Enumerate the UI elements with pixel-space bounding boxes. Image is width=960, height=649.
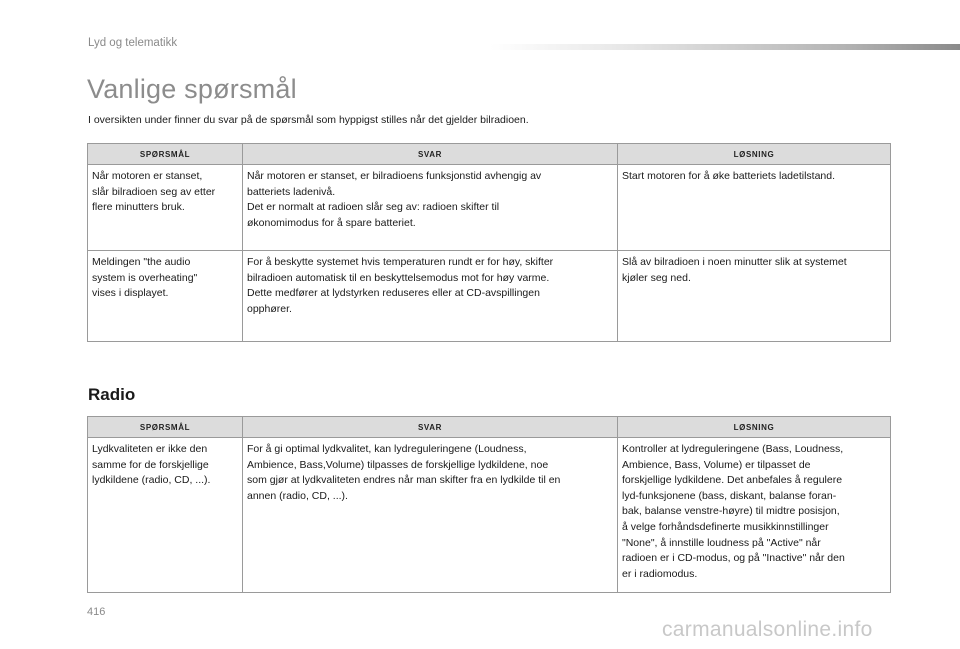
text-line: system is overheating" [92,271,198,284]
text-line: Lydkvaliteten er ikke den [92,443,208,455]
text-line: vises i displayet. [92,287,169,300]
text-line: samme for de forskjellige [92,458,209,471]
faq-table-radio [87,416,891,593]
header-question: SPØRSMÅL [88,144,243,165]
text-line: kjøler seg ned. [622,271,691,284]
text-line: Når motoren er stanset, [92,170,203,182]
question-cell [88,251,243,342]
question-cell [88,438,243,593]
text-line: økonomimodus for å spare batteriet. [247,216,416,229]
text-line: Meldingen "the audio [92,256,191,268]
text-line: Ambience, Bass,Volume) tilpasses de forskjellige lydkildene, noe [247,458,549,471]
table-row [88,251,891,342]
text-line: bak, balanse venstre-høyre) til midtre posisjon, [622,505,840,518]
text-line: Slå av bilradioen i noen minutter slik at systemet [622,256,847,268]
solution-cell [618,251,891,342]
answer-cell [243,438,618,593]
text-line: Kontroller at lydreguleringene (Bass, Loudness, [622,443,844,455]
section-label: Lyd og telematikk [88,37,178,49]
text-line: slår bilradioen seg av etter [92,185,216,198]
header-answer: SVAR [243,144,618,165]
text-line: opphører. [247,302,292,315]
text-line: lydkildene (radio, CD, ...). [92,474,211,487]
text-line: flere minutters bruk. [92,201,185,214]
text-line: "None", å innstille loudness på "Active" når [622,536,821,549]
page-number: 416 [87,606,106,618]
page-title: Vanlige spørsmål [87,74,297,104]
text-line: Dette medfører at lydstyrken reduseres eller at CD-avspillingen [247,287,540,300]
text-line: som gjør at lydkvaliteten endres når man skifter fra en lydkilde til en [247,474,561,487]
answer-cell [243,165,618,251]
text-line: For å beskytte systemet hvis temperaturen rundt er for høy, skifter [247,256,554,268]
header-answer: SVAR [243,417,618,438]
text-line: lyd-funksjonene (bass, diskant, balanse foran- [622,489,837,502]
table-header-row [88,144,891,165]
table-header-row [88,417,891,438]
text-line: er i radiomodus. [622,567,698,580]
watermark: carmanualsonline.info [662,618,873,641]
text-line: Start motoren for å øke batteriets ladetilstand. [622,170,836,182]
subheading-radio: Radio [88,385,136,404]
text-line: forskjellige lydkildene. Det anbefales å regulere [622,474,843,487]
faq-table-general [87,143,891,342]
question-cell [88,165,243,251]
header-solution: LØSNING [618,417,891,438]
text-line: å velge forhåndsdefinerte musikkinnstillinger [622,520,829,533]
solution-cell [618,165,891,251]
text-line: Når motoren er stanset, er bilradioens funksjonstid avhengig av [247,170,542,182]
header-solution: LØSNING [618,144,891,165]
text-line: For å gi optimal lydkvalitet, kan lydreguleringene (Loudness, [247,443,527,455]
text-line: Ambience, Bass, Volume) er tilpasset de [622,458,811,471]
table-row [88,438,891,593]
header-question: SPØRSMÅL [88,417,243,438]
text-line: Det er normalt at radioen slår seg av: radioen skifter til [247,201,500,214]
text-line: radioen er i CD-modus, og på "Inactive" når den [622,552,845,565]
header-gradient-bar [490,44,960,50]
table-row [88,165,891,251]
intro-text: I oversikten under finner du svar på de spørsmål som hyppigst stilles når det gjelder bilradioen. [88,114,529,126]
text-line: annen (radio, CD, ...). [247,489,348,502]
solution-cell [618,438,891,593]
text-line: batteriets ladenivå. [247,185,336,198]
answer-cell [243,251,618,342]
text-line: bilradioen automatisk til en beskyttelsemodus mot for høy varme. [247,271,550,284]
